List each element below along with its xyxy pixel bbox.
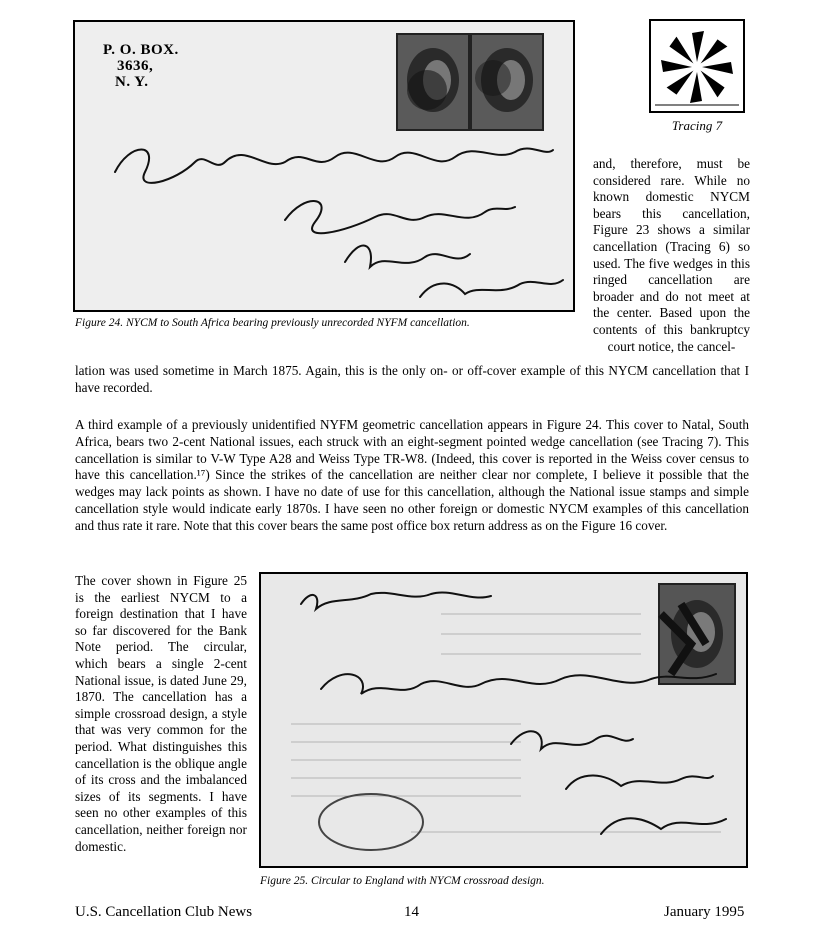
return-address-line: P. O. BOX. — [103, 42, 179, 58]
stamp — [659, 584, 735, 684]
figure-25-image — [259, 572, 748, 868]
stamp-pair — [397, 34, 543, 130]
footer-date: January 1995 — [664, 904, 745, 920]
tracing-7-box — [649, 19, 745, 113]
page-number: 14 — [404, 904, 419, 920]
side-paragraph: and, therefore, must be considered rare. While no known domestic NYCM bears this cancellation, Figure 23 shows a similar cancellation (Tracing 6) so used. The five wedges in this ringed cancellation are broader and do not meet at the center. Based upon the contents of this bankruptcy court notice, the cancel- — [593, 156, 750, 354]
figure-24-image — [73, 20, 575, 312]
return-address-line: N. Y. — [115, 74, 149, 90]
return-address — [103, 42, 179, 90]
return-address-line: 3636, — [117, 58, 154, 74]
footer-publication: U.S. Cancellation Club News — [75, 904, 253, 920]
left-column-paragraph: The cover shown in Figure 25 is the earliest NYCM to a foreign destination that I have so far discovered for the Bank Note period. The circular, which bears a single 2-cent National issue, is dated June 29, 1870. The cancellation has a simple crossroad design, a style that was very common for the period. What distinguishes this cancellation is the oblique angle of its cross and the imbalanced sizes of its segments. I have seen no other examples of this cancellation, neither foreign nor domestic. — [75, 573, 247, 854]
circular-illustration — [261, 574, 746, 866]
body-paragraph: A third example of a previously unidentified NYFM geometric cancellation appears in Figure 24. This cover to Natal, South Africa, bears two 2-cent National issues, each struck with an eight-segment pointed wedge cancellation (see Tracing 7). This cancellation is similar to V-W Type A28 and Weiss Type TR-W8. (Indeed, this cover is reported in the Weiss cover census to have this cancellation.¹⁷) Since the strikes of the cancellation are neither clear nor complete, I believe it possible that the wedges may lack points as shown. I have no date of use for this cancellation, although the National issue stamps and simple cancellation style would indicate early 1870s. I have seen no other foreign or domestic NYCM examples of this cancellation and thus rate it rare. Note that this cover bears the same post office box return address as on the Figure 16 cover. — [75, 417, 749, 533]
continuation-paragraph: lation was used sometime in March 1875. Again, this is the only on- or off-cover example of this NYCM cancellation that I have recorded. — [75, 363, 749, 395]
tracing-7-label: Tracing 7 — [671, 118, 723, 133]
eight-wedge-cancel-icon — [651, 21, 743, 111]
figure-24-caption: Figure 24. NYCM to South Africa bearing previously unrecorded NYFM cancellation. — [75, 317, 470, 329]
figure-25-caption: Figure 25. Circular to England with NYCM crossroad design. — [260, 875, 545, 887]
